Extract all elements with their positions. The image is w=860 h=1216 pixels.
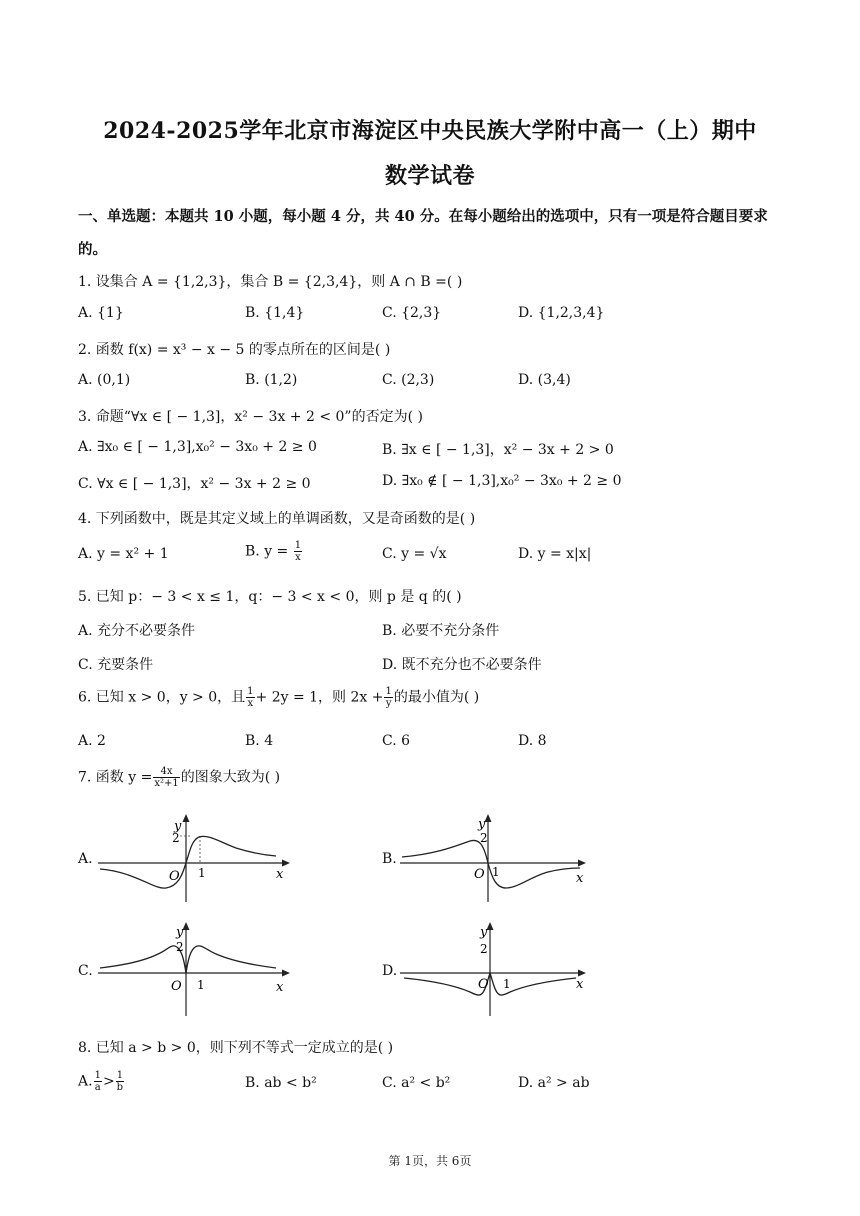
q2-option-a: A. (0,1) xyxy=(78,372,131,388)
q7-graph-a xyxy=(96,810,296,904)
q8-option-a xyxy=(78,1070,125,1093)
q7-option-c-label: C. xyxy=(78,963,93,979)
q5-option-d: D. 既不充分也不必要条件 xyxy=(382,657,542,673)
q2-option-d: D. (3,4) xyxy=(518,372,571,388)
q7-graph-c xyxy=(96,916,296,1020)
section-instructions: 一、单选题：本题共 10 小题，每小题 4 分，共 40 分。在每小题给出的选项中，只有一项是符合题目要求 xyxy=(78,208,768,225)
graph-d-x-label: x xyxy=(576,977,584,992)
q4-option-b xyxy=(245,540,303,563)
q7-stem-part2: 的图象大致为( ) xyxy=(180,769,281,786)
q1-option-b: B. {1,4} xyxy=(245,305,305,321)
q7-option-d-label: D. xyxy=(382,963,398,979)
q2-option-b: B. (1,2) xyxy=(245,372,298,388)
question-6-stem xyxy=(78,686,479,709)
q6-stem-part2: + 2y = 1，则 2x + xyxy=(255,689,384,706)
fraction-numerator: 1 xyxy=(247,686,254,697)
graph-a-tick-x: 1 xyxy=(198,866,206,880)
q8-option-a-fraction-1 xyxy=(94,1070,102,1093)
q5-option-a: A. 充分不必要条件 xyxy=(78,623,196,639)
page-footer: 第 1页，共 6页 xyxy=(388,1154,472,1168)
q6-option-d: D. 8 xyxy=(518,733,547,749)
q7-option-b-label: B. xyxy=(382,851,397,867)
question-8-stem: 8. 已知 a > b > 0，则下列不等式一定成立的是( ) xyxy=(78,1040,394,1056)
graph-a-y-label: y xyxy=(174,819,182,834)
question-5-stem: 5. 已知 p：− 3 < x ≤ 1，q：− 3 < x < 0，则 p 是 q 的( ) xyxy=(78,589,462,605)
question-7-stem xyxy=(78,766,280,789)
graph-c-y-label: y xyxy=(176,925,184,940)
q7-option-a-label: A. xyxy=(78,851,93,867)
q4-option-c: C. y = √x xyxy=(382,546,447,562)
q1-option-d: D. {1,2,3,4} xyxy=(518,305,605,321)
q4-option-d: D. y = x|x| xyxy=(518,546,592,562)
q7-fraction xyxy=(153,766,179,789)
q2-option-c: C. (2,3) xyxy=(382,372,435,388)
fraction-numerator: 1 xyxy=(385,686,392,697)
q8-option-c: C. a² < b² xyxy=(382,1075,451,1091)
graph-a-tick-y: 2 xyxy=(172,831,180,845)
graph-c-origin: O xyxy=(171,979,182,994)
fraction-denominator: x xyxy=(247,698,254,709)
q5-option-c: C. 充要条件 xyxy=(78,657,154,673)
graph-d-tick-x: 1 xyxy=(503,977,511,991)
graph-d-tick-y: 2 xyxy=(480,942,488,956)
fraction-numerator: 4x xyxy=(153,766,179,778)
section-instructions-cont: 的。 xyxy=(78,241,107,258)
graph-a-x-label: x xyxy=(276,867,284,882)
graph-b-tick-x: 1 xyxy=(492,865,500,879)
fraction-numerator: 1 xyxy=(116,1070,124,1081)
fraction-denominator: a xyxy=(94,1082,101,1093)
q6-stem-part3: 的最小值为( ) xyxy=(393,689,480,706)
q1-option-c: C. {2,3} xyxy=(382,305,442,321)
graph-c-tick-y: 2 xyxy=(176,940,184,954)
fraction-denominator: y xyxy=(385,698,392,709)
exam-title: 2024-2025学年北京市海淀区中央民族大学附中高一（上）期中 xyxy=(103,118,757,144)
q7-graph-d xyxy=(398,916,598,1020)
q6-fraction-2 xyxy=(384,686,392,709)
question-3-stem: 3. 命题“∀x ∈ [ − 1,3]，x² − 3x + 2 < 0”的否定为( ) xyxy=(78,409,423,425)
q3-option-c: C. ∀x ∈ [ − 1,3]，x² − 3x + 2 ≥ 0 xyxy=(78,476,311,492)
graph-c-x-label: x xyxy=(276,980,284,995)
graph-b-tick-y: 2 xyxy=(480,831,488,845)
question-1-stem: 1. 设集合 A = {1,2,3}，集合 B = {2,3,4}，则 A ∩ B =( ) xyxy=(78,274,463,290)
fraction-numerator: 1 xyxy=(94,1070,101,1081)
q6-fraction-1 xyxy=(246,686,254,709)
graph-d-origin: O xyxy=(478,977,489,992)
q6-option-b: B. 4 xyxy=(245,733,274,749)
question-4-stem: 4. 下列函数中，既是其定义域上的单调函数，又是奇函数的是( ) xyxy=(78,511,476,527)
q8-option-d: D. a² > ab xyxy=(518,1075,590,1091)
graph-b-y-label: y xyxy=(478,817,486,832)
graph-c-tick-x: 1 xyxy=(197,978,205,992)
q8-option-a-operator: > xyxy=(102,1073,115,1090)
fraction-denominator: b xyxy=(116,1082,124,1093)
q4-option-b-fraction xyxy=(294,540,302,563)
q3-option-b: B. ∃x ∈ [ − 1,3]，x² − 3x + 2 > 0 xyxy=(382,442,614,458)
q6-option-a: A. 2 xyxy=(78,733,106,749)
q4-option-a: A. y = x² + 1 xyxy=(78,546,169,562)
q8-option-a-fraction-2 xyxy=(116,1070,124,1093)
q4-option-b-prefix: B. y = xyxy=(245,543,293,560)
q1-option-a: A. {1} xyxy=(78,305,124,321)
q3-option-d: D. ∃x₀ ∉ [ − 1,3],x₀² − 3x₀ + 2 ≥ 0 xyxy=(382,473,622,489)
q8-option-b: B. ab < b² xyxy=(245,1075,317,1091)
q6-option-c: C. 6 xyxy=(382,733,411,749)
graph-d-y-label: y xyxy=(480,925,488,940)
graph-a-origin: O xyxy=(169,869,180,884)
q8-option-a-prefix: A. xyxy=(78,1073,93,1090)
graph-b-origin: O xyxy=(474,867,485,882)
q7-graph-b xyxy=(398,810,598,904)
question-2-stem: 2. 函数 f(x) = x³ − x − 5 的零点所在的区间是( ) xyxy=(78,342,391,358)
exam-subtitle: 数学试卷 xyxy=(384,163,475,189)
q7-stem-part1: 7. 函数 y = xyxy=(78,769,153,786)
q3-option-a: A. ∃x₀ ∈ [ − 1,3],x₀² − 3x₀ + 2 ≥ 0 xyxy=(78,439,317,455)
fraction-denominator: x²+1 xyxy=(154,778,179,789)
q5-option-b: B. 必要不充分条件 xyxy=(382,623,500,639)
q6-stem-part1: 6. 已知 x > 0，y > 0，且 xyxy=(78,689,246,706)
graph-b-x-label: x xyxy=(576,871,584,886)
fraction-numerator: 1 xyxy=(294,540,302,551)
fraction-denominator: x xyxy=(295,552,301,563)
